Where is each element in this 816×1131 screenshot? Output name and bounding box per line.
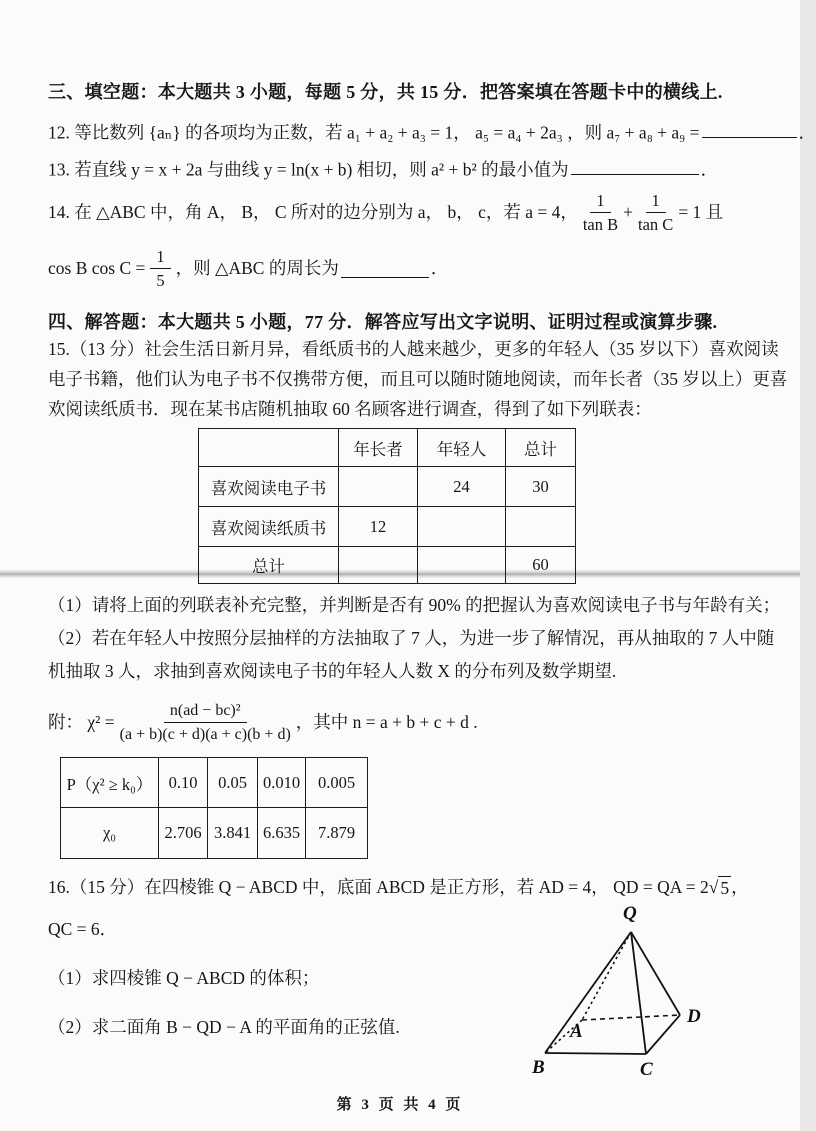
table-cell [418, 547, 506, 584]
plus-sign: + [623, 201, 634, 222]
question-13-text: 13. 若直线 y = x + 2a 与曲线 y = ln(x + b) 相切，则 a² + b² 的最小值为 [48, 159, 569, 180]
table-row-probability [61, 758, 368, 808]
table-cell: 7.879 [306, 808, 368, 859]
vertex-label-A: A [570, 1021, 583, 1042]
table-cell [199, 429, 339, 467]
answer-blank [571, 156, 699, 175]
question-15-line1: 15.（13 分）社会生活日新月异，看纸质书的人越来越少，更多的年轻人（35 岁以下）喜欢阅读 [48, 339, 779, 359]
chi-square-formula [48, 692, 478, 752]
table-cell: 喜欢阅读纸质书 [199, 507, 339, 547]
question-16-text: 16.（15 分）在四棱锥 Q − ABCD 中，底面 ABCD 是正方形，若 AD = 4， QD = QA = 2 [48, 877, 709, 897]
vertex-label-B: B [532, 1057, 545, 1078]
question-12-period: ． [798, 122, 816, 143]
question-13-period: ． [700, 159, 719, 180]
page-footer: 第 3 页 共 4 页 [336, 1097, 464, 1113]
table-cell [506, 507, 576, 547]
question-15-part2-line1: （2）若在年轻人中按照分层抽样的方法抽取了 7 人，为进一步了解情况，再从抽取的 7 人中随 [48, 628, 775, 648]
question-12 [48, 119, 816, 144]
section-4-title: 四、解答题：本大题共 5 小题，77 分．解答应写出文字说明、证明过程或演算步骤. [48, 312, 718, 332]
question-14-line2-text: ，则 △ABC 的周长为 [175, 257, 339, 278]
table-cell-young: 年轻人 [418, 429, 506, 467]
table-cell-total: 总计 [506, 429, 576, 467]
fraction-denominator: 5 [156, 270, 165, 290]
fraction-1-over-tanB [583, 191, 618, 234]
answer-blank [702, 119, 797, 138]
table-cell: 30 [506, 467, 576, 507]
section-3-title: 三、填空题：本大题共 3 小题，每题 5 分，共 15 分．把答案填在答题卡中的横线上. [48, 82, 723, 102]
question-12-text: 12. 等比数列 {aₙ} 的各项均为正数，若 a₁ + a₂ + a₃ = 1， a₅ = a₄ + 2a₃ ，则 a₇ + a₈ + a₉ = [48, 122, 700, 143]
contingency-table [198, 428, 576, 584]
table-cell: 3.841 [208, 808, 258, 859]
table-cell: 2.706 [159, 808, 208, 859]
vertex-label-C: C [640, 1059, 653, 1080]
question-16-line1 [48, 876, 749, 900]
question-15-line3: 欢阅读纸质书．现在某书店随机抽取 60 名顾客进行调查，得到了如下列联表： [48, 399, 652, 419]
question-16-comma: ， [731, 877, 749, 897]
question-15-part1: （1）请将上面的列联表补充完整，并判断是否有 90% 的把握认为喜欢阅读电子书与年龄有关； [48, 595, 781, 615]
table-cell [339, 547, 418, 584]
table-cell: 喜欢阅读电子书 [199, 467, 339, 507]
question-14-line1 [48, 182, 723, 242]
chi-square-fraction [120, 701, 291, 744]
question-16-part1: （1）求四棱锥 Q − ABCD 的体积； [48, 968, 320, 988]
question-15-part2-line2: 机抽取 3 人，求抽到喜欢阅读电子书的年轻人人数 X 的分布列及数学期望. [48, 661, 617, 681]
radicand: 5 [720, 878, 730, 898]
fraction-denominator: (a + b)(c + d)(a + c)(b + d) [119, 725, 291, 743]
radical-sign: √ [708, 877, 719, 897]
table-cell: 0.10 [159, 758, 208, 808]
table-cell: 总计 [199, 547, 339, 584]
fraction-numerator: 1 [150, 247, 170, 269]
question-14-period: ． [430, 257, 449, 278]
table-row-k0 [61, 808, 368, 859]
critical-values-table [60, 757, 368, 859]
table-cell: 6.635 [258, 808, 306, 859]
question-14-line2 [48, 238, 448, 298]
cos-expression: cos B cos C = [48, 257, 146, 278]
question-13 [48, 156, 718, 181]
table-cell: 24 [418, 467, 506, 507]
fraction-1-over-5 [150, 247, 170, 290]
table-cell-p-label: P（χ² ≥ k₀） [61, 758, 159, 808]
fraction-numerator: 1 [646, 191, 666, 213]
square-root [709, 876, 731, 900]
formula-suffix: ，其中 n = a + b + c + d . [295, 711, 478, 732]
pyramid-figure [520, 901, 720, 1086]
question-16-line2: QC = 6． [48, 919, 118, 939]
table-cell: 0.05 [208, 758, 258, 808]
fraction-numerator: 1 [590, 191, 610, 213]
fraction-1-over-tanC [638, 191, 673, 234]
vertex-label-Q: Q [623, 903, 637, 924]
pyramid-hidden-edges [545, 932, 680, 1053]
table-row-ebook [199, 467, 576, 507]
table-cell: 0.010 [258, 758, 306, 808]
table-cell [339, 467, 418, 507]
question-14-suffix: = 1 且 [678, 201, 724, 222]
vertex-label-D: D [687, 1006, 701, 1027]
fraction-denominator: tan B [582, 214, 619, 234]
question-15-line2: 电子书籍，他们认为电子书不仅携带方便，而且可以随时随地阅读，而年长者（35 岁以上）更喜 [48, 369, 788, 389]
question-16-part2: （2）求二面角 B − QD − A 的平面角的正弦值. [48, 1017, 400, 1037]
table-cell: 12 [339, 507, 418, 547]
table-cell: 60 [506, 547, 576, 584]
answer-blank [341, 258, 429, 277]
table-cell: 0.005 [306, 758, 368, 808]
table-header-row [199, 429, 576, 467]
table-cell [418, 507, 506, 547]
fraction-numerator: n(ad − bc)² [164, 701, 247, 723]
question-14-text: 14. 在 △ABC 中，角 A， B， C 所对的边分别为 a， b， c，若 a = 4， [48, 201, 578, 222]
fraction-denominator: tan C [638, 214, 674, 234]
table-row-paperbook [199, 507, 576, 547]
table-cell-k0-label: χ₀ [61, 808, 159, 859]
formula-prefix: 附： χ² = [48, 711, 115, 732]
table-cell-elderly: 年长者 [339, 429, 418, 467]
table-row-total [199, 547, 576, 584]
